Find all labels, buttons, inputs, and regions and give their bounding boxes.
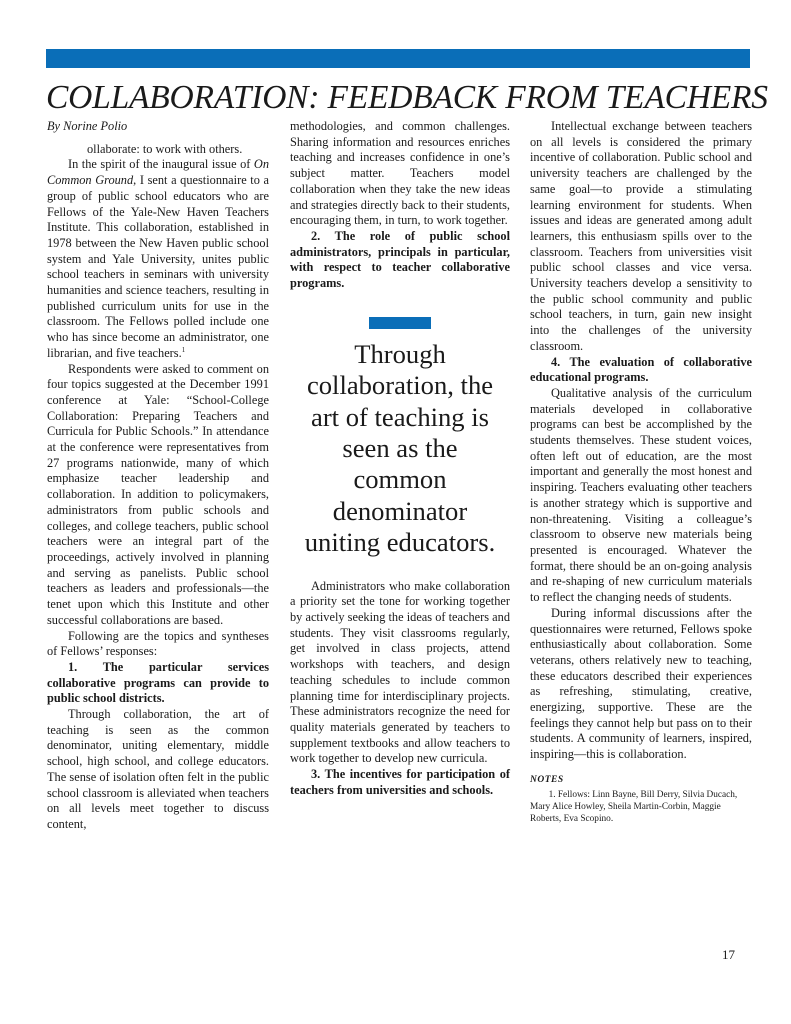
pull-quote-accent-bar [369, 317, 431, 329]
topic-heading-4: 4. The evaluation of collaborative educational programs. [530, 354, 752, 385]
byline: By Norine Polio [47, 119, 128, 133]
body-paragraph: During informal discussions after the questionnaires were returned, Fellows spoke enthusiastically about collaboration. Some veterans, others relatively new to teaching, these educators described their experiences as refreshing, stimulating, creative, energizing, supportive. These are the feelings they cannot help but pass on to their students. A community of learners, inspired, inspiring—this is collaboration. [530, 605, 752, 762]
topic-heading-2: 2. The role of public school administrators, principals in particular, with respect to teacher collaborative programs. [290, 228, 510, 291]
body-paragraph: Intellectual exchange between teachers on all levels is considered the primary incentive of collaboration. Public school and university teachers are challenged by the same goal—to provide a stimulating learning environment for students. When issues and ideas are generated among adult learners, this enthusiasm spills over to the classroom. Teachers from universities visit public school classes and vice versa. University teachers develop a sensitivity to the public school community and public school teachers, in turn, gain new insight into the challenges of the university classroom. [530, 119, 752, 353]
opening-line: ollaborate: to work with others. [87, 141, 243, 156]
body-paragraph: Through collaboration, the art of teaching is seen as the common denominator, uniting elementary, middle school, high school, and college educators. The sense of isolation often felt in the public school classroom is alleviated when teachers on all levels meet together to discuss content, [47, 707, 269, 831]
body-paragraph: Administrators who make collaboration a priority set the tone for working together by actively seeking the ideas of teachers and students. They visit classrooms regularly, get involved in class projects, attend workshops with teachers, and design teaching schedules to include common planning time for interdisciplinary projects. These administrators recognize the need for quality materials generated by teachers to supplement textbooks and allow teachers to work together to develop new curricula. [290, 578, 510, 766]
page-number: 17 [722, 947, 735, 962]
column-3 [530, 119, 752, 825]
body-paragraph: Respondents were asked to comment on four topics suggested at the December 1991 conference at Yale: “School-College Collaboration: Preparing Teachers and Curricula for Public Schools.” In attendance at the conference were representatives from 27 programs nationwide, many of which emphasize teacher leadership and collaboration. In addition to policymakers, administrators from public schools and colleges, and college teachers, public school teachers were an integral part of the proceedings, actively involved in planning and serving as panelists. Public school teachers as leaders and professionals—the tenet upon which this Institute and other successful collaborations are based. [47, 361, 269, 627]
article-title: COLLABORATION: FEEDBACK FROM TEACHERS [46, 79, 768, 116]
footnote-1: 1. Fellows: Linn Bayne, Bill Derry, Silvia Ducach, Mary Alice Howley, Sheila Martin-Corbin, Maggie Roberts, Eva Scopino. [530, 789, 738, 824]
header-accent-bar [46, 49, 750, 68]
body-paragraph: Following are the topics and syntheses of Fellows’ responses: [47, 628, 269, 659]
body-paragraph: methodologies, and common challenges. Sharing information and resources enriches teaching and increases confidence in one’s subject matter. Teachers model collaboration when they take the new ideas and strategies directly back to their students, encouraging them, in turn, to work together. [290, 119, 510, 228]
body-paragraph: Qualitative analysis of the curriculum materials developed in collaborative programs can best be accomplished by the students themselves. These student voices, often left out of education, are the most important and generally the most honest and inspiring. Teachers evaluating other teachers is another strategy which is supportive and non-threatening. Visiting a colleague’s classroom to observe new materials being presented is encouraged. Whatever the format, there should be an on-going analysis and re-shaping of new curriculum materials to reflect the changing needs of students. [530, 385, 752, 605]
topic-heading-3: 3. The incentives for participation of teachers from universities and schools. [290, 767, 510, 797]
intro-text: In the spirit of the inaugural issue of [67, 157, 254, 172]
notes-heading: NOTES [530, 774, 564, 785]
topic-heading-1: 1. The particular services collaborative programs can provide to public school districts. [47, 659, 269, 706]
intro-text-end: , I sent a questionnaire to a group of public school educators who are Fellows of the Yale-New Haven Teachers Institute. This collaboration, established in 1978 between the New Haven public school system and Yale University, unites public school teachers in seminars with university humanities and science teachers, resulting in published curriculum units for use in the classroom. The Fellows polled include one who has since become an administrator, one librarian, and five teachers. [47, 173, 269, 360]
journal-title: On Common Ground [47, 157, 269, 188]
column-2 [290, 119, 510, 798]
column-1 [47, 119, 269, 833]
footnote-ref: 1 [181, 345, 186, 354]
intro-paragraph [47, 157, 269, 361]
notes-list [530, 789, 752, 826]
pull-quote: Through collaboration, the art of teaching is seen as the common denominator uniting educators. [304, 338, 496, 558]
